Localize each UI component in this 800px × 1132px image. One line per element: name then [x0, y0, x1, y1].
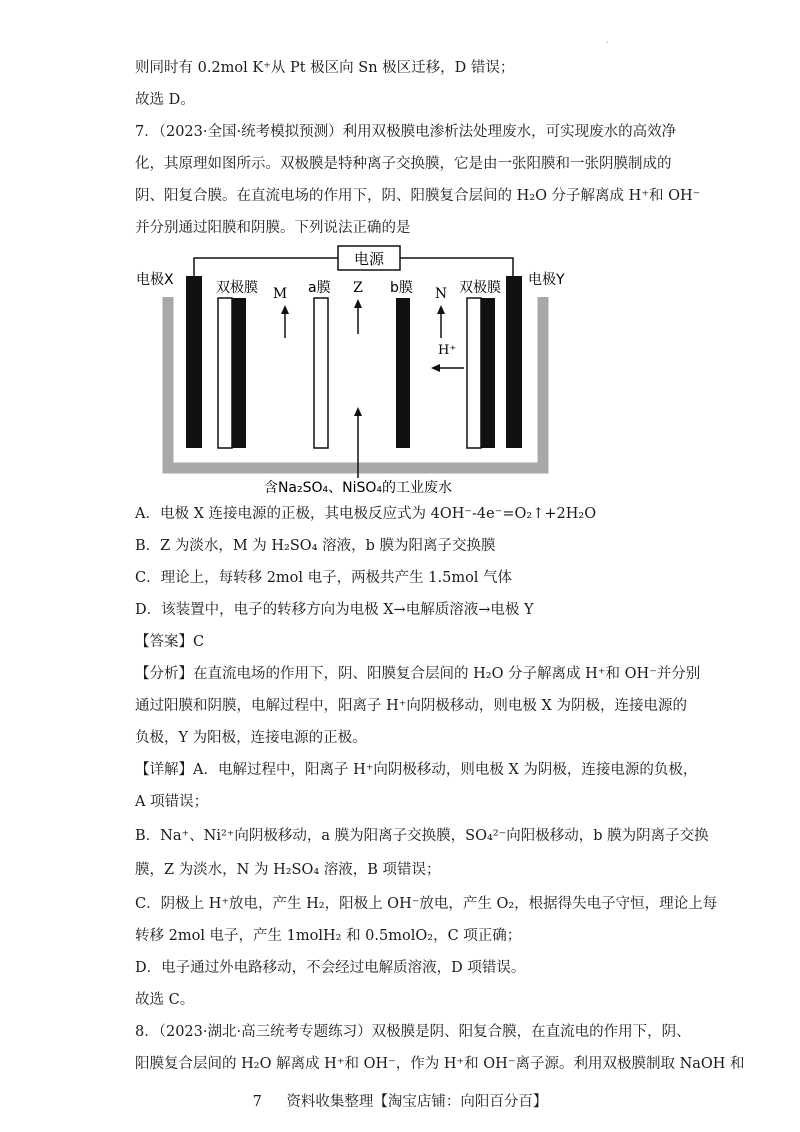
bipolar-left-white: [218, 298, 232, 448]
m-arrow-head: [281, 305, 289, 314]
wire-left: [194, 258, 338, 276]
a-membrane: [314, 298, 328, 448]
h-plus-label: H⁺: [438, 343, 457, 358]
n-label: N: [434, 286, 448, 302]
option-a: A．电极 X 连接电源的正极，其电极反应式为 4OH⁻-4e⁻=O₂↑+2H₂O: [135, 506, 597, 522]
text-line: 故选 D。: [135, 92, 195, 108]
h-plus-arrow-head: [431, 364, 440, 372]
detail-line: C．阴极上 H⁺放电，产生 H₂，阳极上 OH⁻放电，产生 O₂，根据得失电子守恒，理论上每: [135, 896, 718, 912]
bipolar-right-white: [467, 298, 481, 448]
option-b: B．Z 为淡水，M 为 H₂SO₄ 溶液，b 膜为阳离子交换膜: [135, 538, 496, 554]
z-label: Z: [353, 280, 363, 296]
electrode-x: [186, 276, 202, 448]
footer-source: 资料收集整理【淘宝店铺：向阳百分百】: [286, 1094, 548, 1110]
bipolar-right-label: 双极膜: [459, 280, 501, 296]
detail-line: D．电子通过外电路移动，不会经过电解质溶液，D 项错误。: [135, 960, 526, 976]
bipolar-left-label: 双极膜: [216, 280, 258, 296]
electrodialysis-diagram: [128, 242, 565, 504]
detail-line: 转移 2mol 电子，产生 1molH₂ 和 0.5molO₂，C 项正确；: [135, 928, 522, 944]
bipolar-left-black: [232, 298, 246, 448]
detail-line: 故选 C。: [135, 992, 195, 1008]
q8-stem-line: 阳膜复合层间的 H₂O 解离成 H⁺和 OH⁻，作为 H⁺和 OH⁻离子源。利用双极膜制取 NaOH 和: [135, 1056, 745, 1072]
answer-line: 【答案】C: [135, 634, 205, 650]
wire-right: [400, 258, 513, 276]
n-arrow-head: [437, 305, 445, 314]
q8-stem-line: 8．（2023·湖北·高三统考专题练习）双极膜是阴、阳复合膜，在直流电的作用下，阴、: [135, 1024, 691, 1040]
q7-stem-line: 7．（2023·全国·统考模拟预测）利用双极膜电渗析法处理废水，可实现废水的高效净: [135, 124, 677, 140]
text-line: 则同时有 0.2mol K⁺从 Pt 极区向 Sn 极区迁移，D 错误；: [135, 60, 515, 76]
detail-line: 膜，Z 为淡水，N 为 H₂SO₄ 溶液，B 项错误；: [135, 862, 441, 878]
q7-stem-line: 并分别通过阳膜和阴膜。下列说法正确的是: [135, 220, 411, 236]
option-c: C．理论上，每转移 2mol 电子，两极共产生 1.5mol 气体: [135, 570, 513, 586]
detail-line: A 项错误；: [135, 794, 209, 810]
a-membrane-label: a膜: [308, 280, 331, 296]
page-footer: [0, 1090, 800, 1111]
analysis-line: 【分析】在直流电场的作用下，阴、阳膜复合层间的 H₂O 分子解离成 H⁺和 OH⁻并分别: [135, 666, 701, 682]
page-number: 7: [252, 1094, 262, 1110]
power-label: 电源: [353, 250, 385, 268]
electrode-y: [506, 276, 522, 448]
z-arrow-head: [354, 299, 362, 308]
q7-stem-line: 化，其原理如图所示。双极膜是特种离子交换膜，它是由一张阳膜和一张阴膜制成的: [135, 156, 672, 172]
wastewater-label: 含Na₂SO₄、NiSO₄的工业废水: [263, 480, 453, 496]
m-label: M: [272, 286, 288, 302]
detail-line: 【详解】A．电解过程中，阳离子 H⁺向阴极移动，则电极 X 为阴极，连接电源的负极，: [135, 762, 698, 778]
page-dot-mark: ·: [606, 38, 609, 47]
bipolar-right-black: [481, 298, 495, 448]
b-membrane-label: b膜: [390, 280, 413, 296]
electrode-y-label: 电极Y: [528, 272, 565, 288]
detail-line: B．Na⁺、Ni²⁺向阴极移动，a 膜为阳离子交换膜，SO₄²⁻向阳极移动，b 膜为阴离子交换: [135, 828, 709, 844]
analysis-line: 负极，Y 为阳极，连接电源的正极。: [135, 730, 367, 746]
electrode-x-label: 电极X: [136, 272, 174, 288]
option-d: D．该装置中，电子的转移方向为电极 X→电解质溶液→电极 Y: [135, 602, 534, 618]
analysis-line: 通过阳膜和阴膜，电解过程中，阳离子 H⁺向阴极移动，则电极 X 为阴极，连接电源的: [135, 698, 687, 714]
inflow-arrow-head: [354, 407, 362, 416]
b-membrane: [396, 298, 410, 448]
q7-stem-line: 阴、阳复合膜。在直流电场的作用下，阴、阳膜复合层间的 H₂O 分子解离成 H⁺和 OH⁻: [135, 188, 701, 204]
